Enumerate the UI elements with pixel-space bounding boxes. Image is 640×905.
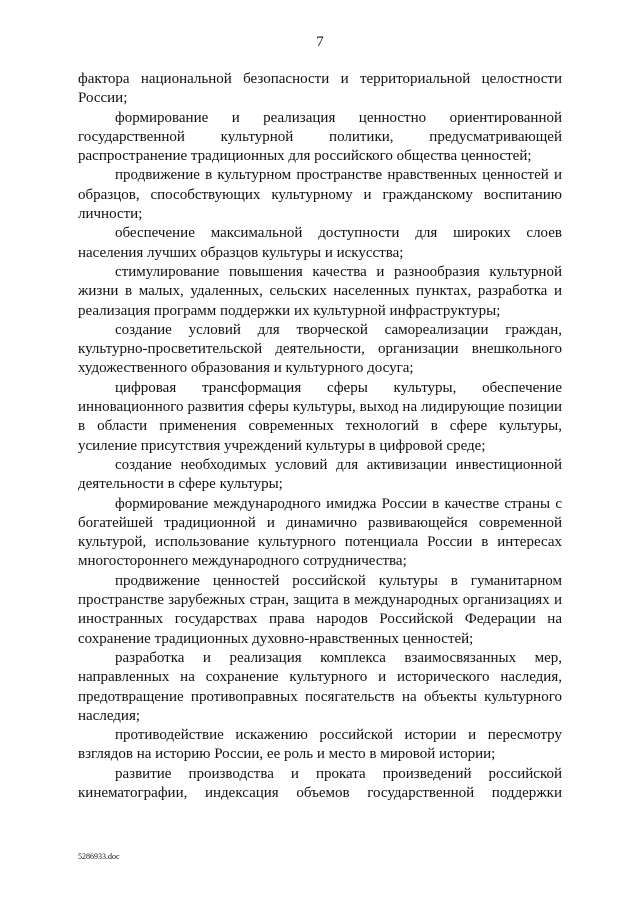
paragraph: разработка и реализация комплекса взаимосвязанных мер, направленных на сохранение культурного и исторического наследия, предотвращение противоправных посягательств на объекты культурного наследия; bbox=[78, 649, 562, 724]
paragraph: продвижение в культурном пространстве нравственных ценностей и образцов, способствующих культурному и гражданскому воспитанию личности; bbox=[78, 167, 562, 223]
paragraph: формирование и реализация ценностно ориентированной государственной культурной политики, предусматривающей распространение традиционных для российского общества ценностей; bbox=[78, 109, 562, 165]
paragraph: противодействие искажению российской истории и пересмотру взглядов на историю России, ее роль и место в мировой истории; bbox=[78, 727, 562, 763]
paragraph: развитие производства и проката произведений российской кинематографии, индексация объемов государственной поддержки bbox=[78, 765, 562, 801]
paragraph: создание необходимых условий для активизации инвестиционной деятельности в сфере культуры; bbox=[78, 456, 562, 493]
document-body bbox=[78, 70, 562, 803]
page-number: 7 bbox=[316, 34, 324, 50]
footer-file-name: 5286933.doc bbox=[78, 852, 120, 861]
paragraph: цифровая трансформация сферы культуры, обеспечение инновационного развития сферы культуры, выход на лидирующие позиции в области применения современных технологий в сфере культуры, усиление присутствия учреждений культуры в цифровой среде; bbox=[78, 379, 562, 454]
paragraph: продвижение ценностей российской культуры в гуманитарном пространстве зарубежных стран, защита в международных организациях и иностранных государствах права народов Российской Федерации на сохранение традиционных духовно-нравственных ценностей; bbox=[78, 572, 562, 647]
paragraph: обеспечение максимальной доступности для широких слоев населения лучших образцов культуры и искусства; bbox=[78, 225, 562, 261]
paragraph: формирование международного имиджа России в качестве страны с богатейшей традиционной и динамично развивающейся современной культурой, использование культурного потенциала России в интересах многостороннего международного сотрудничества; bbox=[78, 495, 562, 570]
paragraph: создание условий для творческой самореализации граждан, культурно-просветительской деятельности, организации внешкольного художественного образования и культурного досуга; bbox=[78, 321, 562, 377]
paragraph: стимулирование повышения качества и разнообразия культурной жизни в малых, удаленных, сельских населенных пунктах, разработка и реализация программ поддержки их культурной инфраструктуры; bbox=[78, 263, 562, 319]
paragraph: фактора национальной безопасности и территориальной целостности России; bbox=[78, 71, 562, 107]
